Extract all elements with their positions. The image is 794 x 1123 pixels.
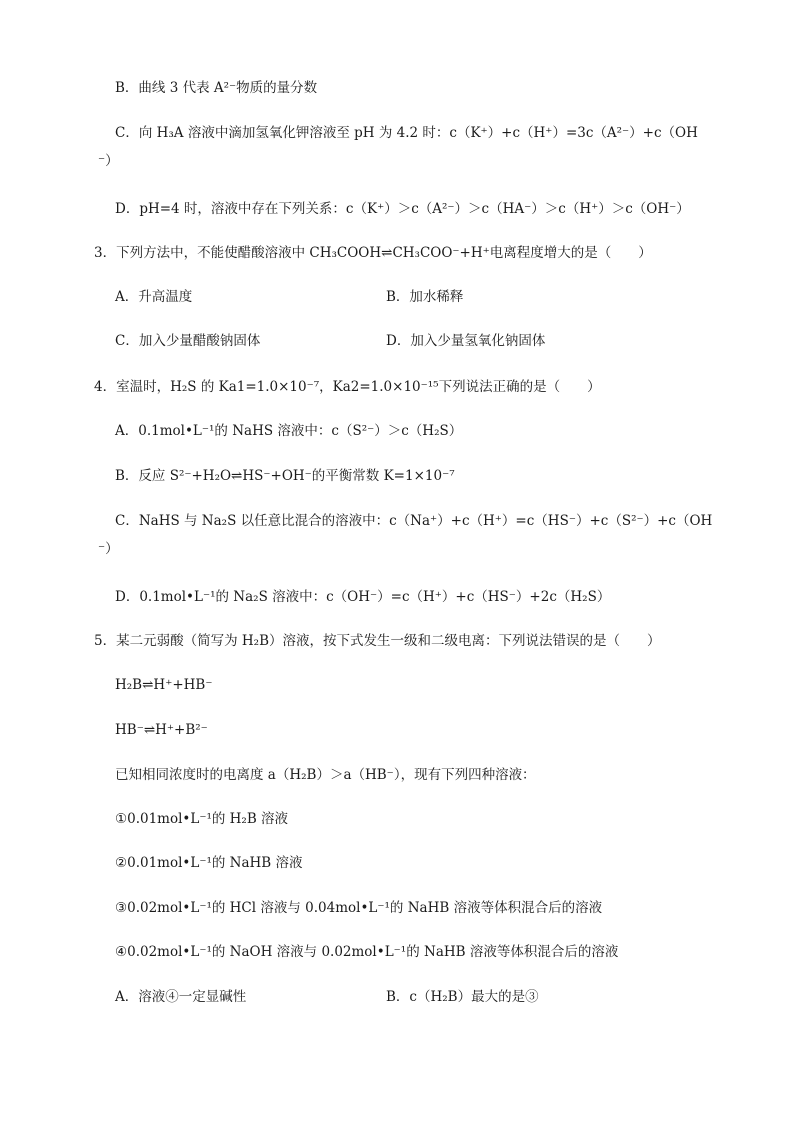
q2-option-c-line2: ⁻） (98, 153, 119, 169)
q5-stem: 5．某二元弱酸（简写为 H₂B）溶液，按下式发生一级和二级电离：下列说法错误的是（ ） (94, 633, 661, 649)
q2-option-d: D．pH=4 时，溶液中存在下列关系：c（K⁺）＞c（A²⁻）＞c（HA⁻）＞c（H⁺）＞c（OH⁻） (115, 201, 690, 217)
q5-option-a: A．溶液④一定显碱性 (115, 989, 247, 1005)
q3-stem: 3．下列方法中，不能使醋酸溶液中 CH₃COOH⇌CH₃COO⁻+H⁺电离程度增大的是（ ） (94, 245, 652, 261)
q3-option-d: D．加入少量氢氧化钠固体 (386, 333, 546, 349)
q4-option-a: A．0.1mol•L⁻¹的 NaHS 溶液中：c（S²⁻）＞c（H₂S） (115, 423, 463, 439)
q4-option-c-line1: C．NaHS 与 Na₂S 以任意比混合的溶液中：c（Na⁺）+c（H⁺）=c（HS⁻）+c（S²⁻）+c（OH (115, 513, 713, 529)
q5-solution-2: ②0.01mol•L⁻¹的 NaHB 溶液 (115, 855, 303, 871)
q5-solution-1: ①0.01mol•L⁻¹的 H₂B 溶液 (115, 811, 289, 827)
q3-option-a: A．升高温度 (115, 289, 193, 305)
q5-solution-4: ④0.02mol•L⁻¹的 NaOH 溶液与 0.02mol•L⁻¹的 NaHB 溶液等体积混合后的溶液 (115, 944, 619, 960)
q3-option-c: C．加入少量醋酸钠固体 (115, 333, 261, 349)
q5-equation-2: HB⁻⇌H⁺+B²⁻ (115, 722, 208, 738)
q5-given: 已知相同浓度时的电离度 a（H₂B）＞a（HB⁻），现有下列四种溶液： (115, 767, 536, 783)
q2-option-b: B．曲线 3 代表 A²⁻物质的量分数 (115, 80, 318, 96)
q5-equation-1: H₂B⇌H⁺+HB⁻ (115, 677, 213, 693)
q4-option-b: B．反应 S²⁻+H₂O⇌HS⁻+OH⁻的平衡常数 K=1×10⁻⁷ (115, 468, 455, 484)
q5-solution-3: ③0.02mol•L⁻¹的 HCl 溶液与 0.04mol•L⁻¹的 NaHB 溶液等体积混合后的溶液 (115, 900, 603, 916)
q4-option-d: D．0.1mol•L⁻¹的 Na₂S 溶液中：c（OH⁻）=c（H⁺）+c（HS⁻）+2c（H₂S） (115, 589, 611, 605)
q5-option-b: B．c（H₂B）最大的是③ (386, 989, 539, 1005)
q3-option-b: B．加水稀释 (386, 289, 464, 305)
q4-option-c-line2: ⁻） (98, 541, 119, 557)
q4-stem: 4．室温时，H₂S 的 Ka1=1.0×10⁻⁷，Ka2=1.0×10⁻¹⁵下列说法正确的是（ ） (94, 379, 601, 395)
q2-option-c-line1: C．向 H₃A 溶液中滴加氢氧化钾溶液至 pH 为 4.2 时：c（K⁺）+c（H⁺）=3c（A²⁻）+c（OH (115, 125, 698, 141)
